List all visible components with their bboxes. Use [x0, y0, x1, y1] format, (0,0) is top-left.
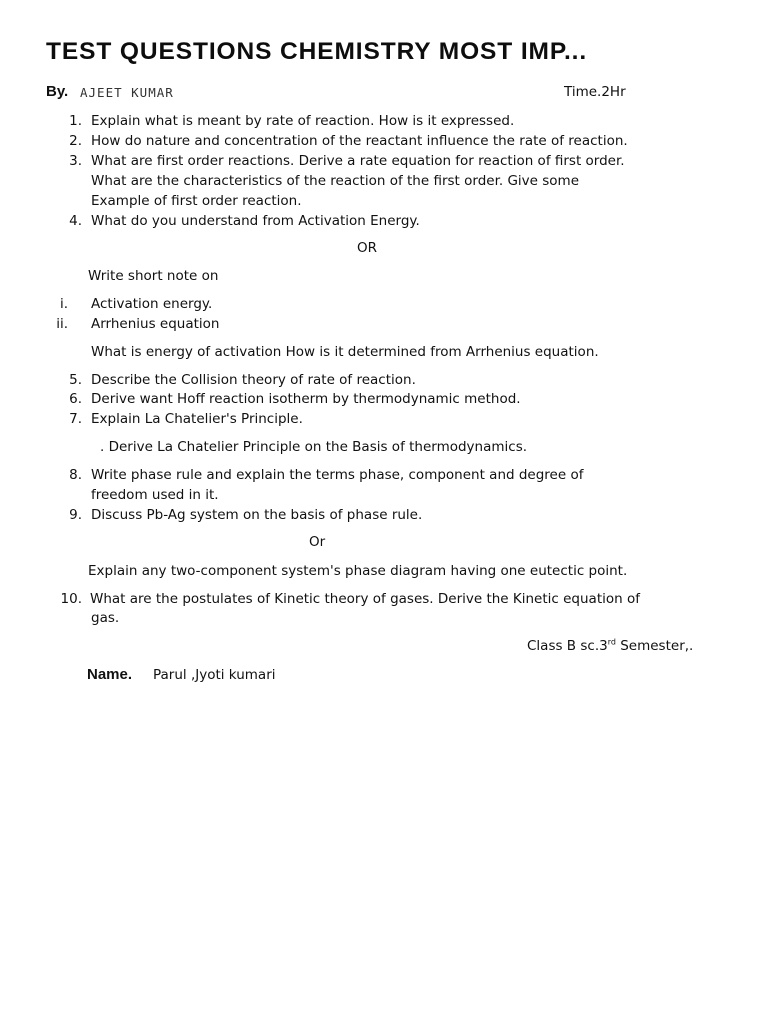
question-text: Example of first order reaction. [91, 193, 302, 209]
eutectic-question: Explain any two-component system's phase diagram having one eutectic point. [88, 563, 628, 579]
document-title: TEST QUESTIONS CHEMISTRY MOST IMP... [46, 38, 588, 65]
question-text: What do you understand from Activation Energy. [91, 213, 420, 229]
question-text: What are the postulates of Kinetic theory of gases. Derive the Kinetic equation of [90, 591, 640, 607]
question-text: Discuss Pb-Ag system on the basis of phase rule. [91, 507, 423, 523]
question-number: 7. [69, 411, 82, 427]
question-number: 8. [69, 467, 82, 483]
energy-question: What is energy of activation How is it determined from Arrhenius equation. [91, 344, 599, 360]
or-separator: OR [357, 240, 378, 256]
question-number: 5. [69, 372, 82, 388]
question-number: 4. [69, 213, 82, 229]
sub-item-number: i. [59, 296, 68, 312]
time-label: Time.2Hr [564, 84, 626, 100]
question-text: Explain La Chatelier's Principle. [91, 411, 303, 427]
question-text: freedom used in it. [91, 487, 219, 503]
by-label: By. [46, 83, 69, 100]
question-text: gas. [91, 610, 120, 626]
sub-item-text: Activation energy. [91, 296, 213, 312]
derive-question: . Derive La Chatelier Principle on the Basis of thermodynamics. [100, 439, 528, 455]
short-note-heading: Write short note on [88, 268, 219, 284]
class-info-superscript: rd [607, 637, 616, 647]
question-text: Derive want Hoff reaction isotherm by thermodynamic method. [91, 391, 521, 407]
class-info [527, 636, 693, 656]
question-number: 10. [60, 591, 82, 607]
question-text: What are first order reactions. Derive a rate equation for reaction of first order. [91, 153, 625, 169]
question-number: 6. [69, 391, 82, 407]
question-number: 3. [69, 153, 82, 169]
question-number: 2. [69, 133, 82, 149]
author-name: AJEET KUMAR [80, 85, 174, 100]
student-names: Parul ,Jyoti kumari [153, 667, 276, 683]
question-text: Explain what is meant by rate of reaction. How is it expressed. [91, 113, 515, 129]
name-label: Name. [87, 666, 133, 683]
question-text: Describe the Collision theory of rate of reaction. [91, 372, 416, 388]
class-info-prefix: Class B sc.3 [527, 638, 608, 654]
sub-item-number: ii. [56, 316, 68, 332]
question-number: 1. [69, 113, 82, 129]
question-text: Write phase rule and explain the terms phase, component and degree of [91, 467, 584, 483]
question-number: 9. [69, 507, 82, 523]
question-text: How do nature and concentration of the reactant influence the rate of reaction. [91, 133, 628, 149]
or-separator: Or [309, 534, 326, 550]
class-info-suffix: Semester,. [615, 638, 694, 654]
question-text: What are the characteristics of the reaction of the first order. Give some [91, 173, 580, 189]
sub-item-text: Arrhenius equation [91, 316, 220, 332]
